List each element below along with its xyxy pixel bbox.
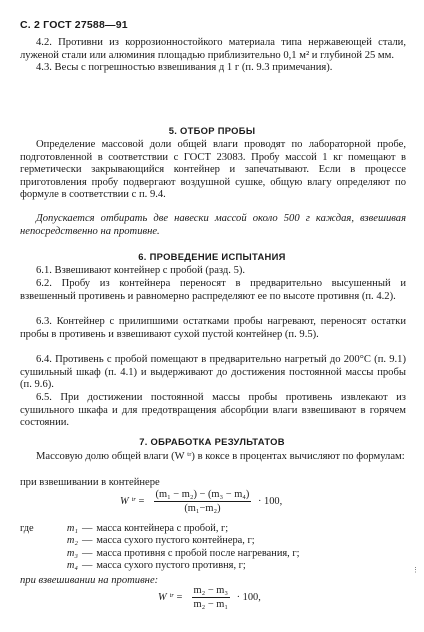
definition-text: масса контейнера с пробой, г; <box>96 523 229 534</box>
paragraph-4-2: 4.2. Противни из коррозионностойкого материала типа нержавеющей стали, луженой стали или алюминия площадью приблизительно 0,1 м² и глубиной 25 мм. <box>20 37 406 61</box>
formula-2-rhs: · 100, <box>236 592 261 603</box>
formula-container <box>120 488 282 515</box>
definition-row: где m₁ — масса контейнера с пробой, г; <box>20 523 229 534</box>
margin-mark: ⋮ <box>412 566 419 574</box>
paragraph-6-4: 6.4. Противень с пробой помещают в предварительно нагретый до 200°С (п. 9.1) сушильный шкаф (п. 4.1) и выдерживают до достижения постоянной массы пробы (п. 9.6). <box>20 354 406 391</box>
definition-row: m₃ — масса противня с пробой после нагревания, г; <box>20 548 410 560</box>
paragraph-4-3: 4.3. Весы с погрешностью взвешивания д 1 г (п. 9.3 примечания). <box>36 62 333 73</box>
definition-symbol: m₃ <box>66 547 78 559</box>
paragraph-6-5: 6.5. При достижении постоянной массы пробы противень извлекают из сушильного шкафа и для предотвращения абсорбции влаги взвешивают в горячем состоянии. <box>20 392 406 429</box>
definition-text: масса сухого пустого противня, г; <box>96 560 246 572</box>
formula-1-denominator: (m₁−m₂) <box>184 503 221 514</box>
definition-symbol: m₁ <box>66 523 78 534</box>
formula-2-lhs: W ᵗʳ = <box>158 592 183 603</box>
paragraph-5-note: Допускается отбирать две навески массой около 500 г каждая, взвешивая непосредственно на противне. <box>20 213 406 237</box>
formula-1-rhs: · 100, <box>257 496 283 507</box>
variable-definitions <box>20 523 410 573</box>
page-header: С. 2 ГОСТ 27588—91 <box>20 19 128 31</box>
case-tray-label: при взвешивании на противне: <box>20 575 159 586</box>
definition-symbol: m₄ <box>66 560 78 572</box>
formula-1-numerator: (m₁ − m₂) − (m₃ − m₄) <box>155 489 250 500</box>
definition-row: m₄ — масса сухого пустого противня, г; <box>20 560 410 572</box>
case-container-label: при взвешивании в контейнере <box>20 477 160 488</box>
formula-1-lhs: W ᵗʳ = <box>120 496 145 507</box>
formula-1-fraction <box>154 488 252 515</box>
paragraph-6-2: 6.2. Пробу из контейнера переносят в предварительно высушенный и взвешенный противень и равномерно распределяют ее по высоте противня (п. 4.2). <box>20 278 406 302</box>
where-label: где <box>20 523 34 534</box>
definition-symbol: m₂ <box>66 535 78 547</box>
formula-tray <box>158 584 261 611</box>
paragraph-5: Определение массовой доли общей влаги проводят по лабораторной пробе, подготовленной в соответствии с ГОСТ 23083. Пробу массой 1 кг помещают в герметически закрывающийся контейнер и запечатывают. Если в процессе приготовления пробу подвергают воздушной сушке, общую влагу определяют по формуле в соответствии с п. 9.4. <box>20 139 406 201</box>
formula-2-fraction <box>192 584 230 611</box>
paragraph-6-1: 6.1. Взвешивают контейнер с пробой (разд. 5). <box>36 265 246 276</box>
paragraph-6-3: 6.3. Контейнер с прилипшими остатками пробы нагревают, переносят остатки пробы в противень и взвешивают сухой пустой контейнер (п. 9.5). <box>20 316 406 340</box>
section-6-heading: 6. ПРОВЕДЕНИЕ ИСПЫТАНИЯ <box>138 251 286 262</box>
formula-2-denominator: m₂ − m₁ <box>193 599 228 610</box>
paragraph-7: Массовую долю общей влаги (W ᵗʳ) в коксе в процентах вычисляют по формулам: <box>36 451 405 462</box>
definition-text: масса сухого пустого контейнера, г; <box>96 535 255 547</box>
definition-row: m₂ — масса сухого пустого контейнера, г; <box>20 535 410 547</box>
section-7-heading: 7. ОБРАБОТКА РЕЗУЛЬТАТОВ <box>139 436 285 447</box>
section-5-heading: 5. ОТБОР ПРОБЫ <box>168 125 256 136</box>
definition-text: масса противня с пробой после нагревания, г; <box>96 547 300 559</box>
formula-2-numerator: m₂ − m₃ <box>193 585 228 596</box>
